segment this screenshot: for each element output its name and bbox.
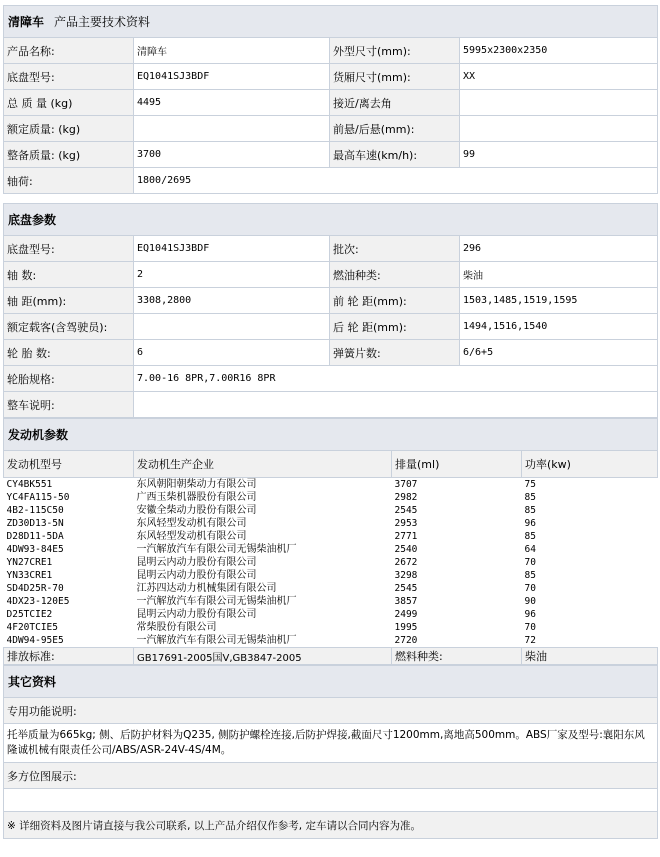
engine-row [4, 491, 658, 504]
engine-power: 70 [524, 557, 536, 568]
tire-spec-label: 轮胎规格: [4, 366, 134, 392]
engine-power: 85 [524, 570, 536, 581]
product-subtitle: 产品主要技术资料 [54, 15, 151, 29]
engine-row [4, 608, 658, 621]
engine-row [4, 569, 658, 582]
engine-header: 发动机参数 [4, 419, 658, 451]
axles-value: 2 [134, 262, 330, 288]
engine-power: 85 [524, 531, 536, 542]
box-label: 货厢尺寸(mm): [330, 64, 460, 90]
approach-value [460, 90, 658, 116]
springs-value: 6/6+5 [460, 340, 658, 366]
engine-model: 4DW94-95E5 [6, 635, 64, 646]
gallery-label: 多方位图展示: [4, 763, 658, 789]
engine-model: 4DW93-84E5 [6, 544, 64, 555]
fuel-type-value: 柴油 [460, 262, 658, 288]
engine-maker: 昆明云内动力股份有限公司 [136, 609, 257, 620]
emission-label: 排放标准: [4, 648, 134, 665]
engine-fuel-value: 柴油 [522, 648, 658, 665]
product-title: 清障车 [8, 15, 45, 29]
engine-row [4, 634, 658, 648]
engine-displacement: 2545 [394, 583, 418, 594]
engine-power: 85 [524, 505, 536, 516]
engine-column-header [4, 451, 658, 478]
spec-sheet [3, 5, 657, 839]
tires-value: 6 [134, 340, 330, 366]
engine-displacement: 1995 [394, 622, 418, 633]
engine-displacement: 2720 [394, 635, 418, 646]
chassis-header: 底盘参数 [4, 204, 658, 236]
engine-row [4, 478, 658, 491]
chassis-model-label: 底盘型号: [4, 64, 134, 90]
engine-model: 4F20TCIE5 [6, 622, 58, 633]
engine-displacement: 3707 [394, 479, 418, 490]
approach-label: 接近/离去角 [330, 90, 460, 116]
engine-col-power: 功率(kw) [522, 451, 658, 478]
name-value: 清障车 [134, 38, 330, 64]
engine-rows [3, 478, 658, 665]
engine-displacement: 3857 [394, 596, 418, 607]
name-label: 产品名称: [4, 38, 134, 64]
total-mass-label: 总 质 量 (kg) [4, 90, 134, 116]
emission-value: GB17691-2005国V,GB3847-2005 [134, 648, 392, 665]
curb-mass-value: 3700 [134, 142, 330, 168]
other-table [3, 665, 658, 839]
overhang-value [460, 116, 658, 142]
front-track-value: 1503,1485,1519,1595 [460, 288, 658, 314]
capacity-value [134, 314, 330, 340]
engine-table [3, 418, 658, 478]
product-header [4, 6, 658, 38]
chassis-type-label: 底盘型号: [4, 236, 134, 262]
engine-row [4, 543, 658, 556]
engine-maker: 安徽全柴动力股份有限公司 [136, 505, 257, 516]
engine-row [4, 530, 658, 543]
engine-model: D25TCIE2 [6, 609, 53, 620]
engine-model: CY4BK551 [6, 479, 53, 490]
engine-maker: 一汽解放汽车有限公司无锡柴油机厂 [136, 596, 297, 607]
engine-displacement: 2545 [394, 505, 418, 516]
engine-power: 75 [524, 479, 536, 490]
engine-displacement: 2540 [394, 544, 418, 555]
engine-col-maker: 发动机生产企业 [134, 451, 392, 478]
wheelbase-value: 3308,2800 [134, 288, 330, 314]
engine-model: YN33CRE1 [6, 570, 53, 581]
wheelbase-label: 轴 距(mm): [4, 288, 134, 314]
engine-maker: 常柴股份有限公司 [136, 622, 217, 633]
engine-fuel-label: 燃料种类: [392, 648, 522, 665]
engine-row [4, 582, 658, 595]
gallery-area [4, 789, 658, 812]
engine-model: YN27CRE1 [6, 557, 53, 568]
engine-power: 96 [524, 609, 536, 620]
rated-mass-value [134, 116, 330, 142]
engine-power: 64 [524, 544, 536, 555]
special-function-label: 专用功能说明: [4, 698, 658, 724]
engine-displacement: 2672 [394, 557, 418, 568]
engine-row [4, 504, 658, 517]
engine-model: D28D11-5DA [6, 531, 64, 542]
chassis-table [3, 203, 658, 418]
total-mass-value: 4495 [134, 90, 330, 116]
engine-row [4, 556, 658, 569]
engine-displacement: 2953 [394, 518, 418, 529]
box-value: XX [460, 64, 658, 90]
engine-displacement: 3298 [394, 570, 418, 581]
engine-power: 70 [524, 583, 536, 594]
engine-power: 85 [524, 492, 536, 503]
engine-maker: 广西玉柴机器股份有限公司 [136, 492, 257, 503]
engine-model: YC4FA115-50 [6, 492, 70, 503]
engine-power: 90 [524, 596, 536, 607]
overhang-label: 前悬/后悬(mm): [330, 116, 460, 142]
engine-model: SD4D25R-70 [6, 583, 64, 594]
vehicle-desc-value [134, 392, 658, 418]
axles-label: 轴 数: [4, 262, 134, 288]
engine-model: 4B2-115C50 [6, 505, 64, 516]
dims-label: 外型尺寸(mm): [330, 38, 460, 64]
engine-displacement: 2771 [394, 531, 418, 542]
engine-row [4, 621, 658, 634]
tire-spec-value: 7.00-16 8PR,7.00R16 8PR [134, 366, 658, 392]
vehicle-desc-label: 整车说明: [4, 392, 134, 418]
engine-row [4, 517, 658, 530]
springs-label: 弹簧片数: [330, 340, 460, 366]
curb-mass-label: 整备质量: (kg) [4, 142, 134, 168]
engine-displacement: 2982 [394, 492, 418, 503]
engine-power: 96 [524, 518, 536, 529]
front-track-label: 前 轮 距(mm): [330, 288, 460, 314]
engine-power: 72 [524, 635, 536, 646]
engine-col-model: 发动机型号 [4, 451, 134, 478]
engine-maker: 东风朝阳朝柴动力有限公司 [136, 479, 257, 490]
capacity-label: 额定载客(含驾驶员): [4, 314, 134, 340]
engine-power: 70 [524, 622, 536, 633]
batch-label: 批次: [330, 236, 460, 262]
axle-load-label: 轴荷: [4, 168, 134, 194]
tires-label: 轮 胎 数: [4, 340, 134, 366]
rated-mass-label: 额定质量: (kg) [4, 116, 134, 142]
chassis-type-value: EQ1041SJ3BDF [134, 236, 330, 262]
engine-maker: 一汽解放汽车有限公司无锡柴油机厂 [136, 635, 297, 646]
rear-track-value: 1494,1516,1540 [460, 314, 658, 340]
engine-maker: 东风轻型发动机有限公司 [136, 531, 247, 542]
engine-maker: 昆明云内动力股份有限公司 [136, 557, 257, 568]
engine-maker: 一汽解放汽车有限公司无锡柴油机厂 [136, 544, 297, 555]
fuel-type-label: 燃油种类: [330, 262, 460, 288]
footer-note: ※ 详细资料及图片请直接与我公司联系, 以上产品介绍仅作参考, 定车请以合同内容为准。 [4, 812, 658, 839]
speed-value: 99 [460, 142, 658, 168]
rear-track-label: 后 轮 距(mm): [330, 314, 460, 340]
other-header: 其它资料 [4, 666, 658, 698]
engine-model: 4DX23-120E5 [6, 596, 70, 607]
special-function-text: 托举质量为665kg; 侧、后防护材料为Q235, 侧防护螺栓连接,后防护焊接,截面尺寸1200mm,离地高500mm。ABS厂家及型号:襄阳东风隆诚机械有限责任公司/ABS/ASR-24V-4S/4M。 [4, 724, 658, 763]
chassis-model-value: EQ1041SJ3BDF [134, 64, 330, 90]
engine-model: ZD30D13-5N [6, 518, 64, 529]
dims-value: 5995x2300x2350 [460, 38, 658, 64]
batch-value: 296 [460, 236, 658, 262]
axle-load-value: 1800/2695 [134, 168, 658, 194]
engine-maker: 昆明云内动力股份有限公司 [136, 570, 257, 581]
engine-displacement: 2499 [394, 609, 418, 620]
product-table [3, 5, 658, 194]
engine-maker: 东风轻型发动机有限公司 [136, 518, 247, 529]
engine-col-displacement: 排量(ml) [392, 451, 522, 478]
engine-maker: 江苏四达动力机械集团有限公司 [136, 583, 277, 594]
engine-row [4, 595, 658, 608]
speed-label: 最高车速(km/h): [330, 142, 460, 168]
